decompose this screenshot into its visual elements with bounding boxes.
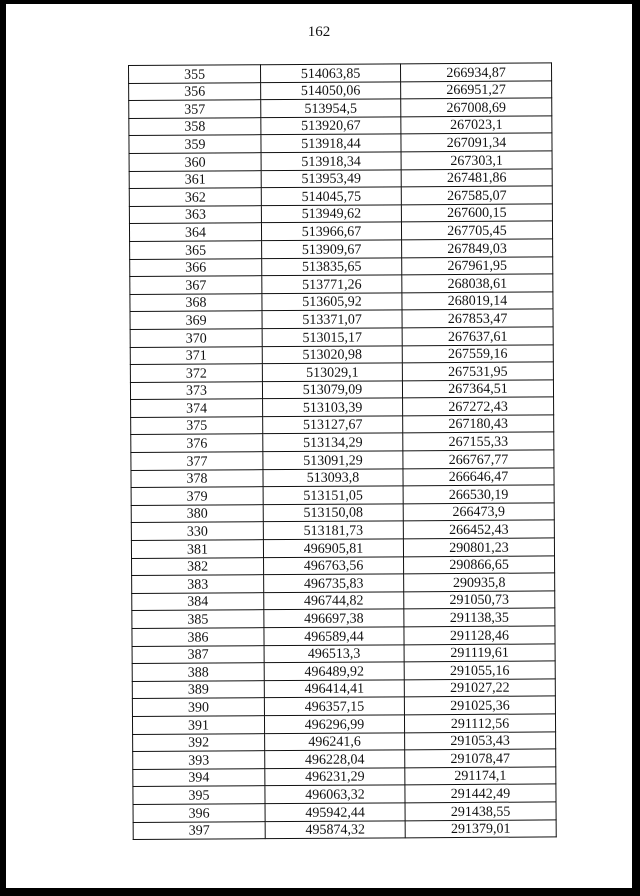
y-coordinate-cell: 266452,43: [403, 520, 554, 539]
y-coordinate-cell: 267155,33: [403, 432, 554, 451]
y-coordinate-cell: 267961,95: [402, 256, 553, 275]
table-row: [132, 573, 555, 593]
table-row: [131, 432, 554, 452]
point-number-cell: 370: [130, 329, 262, 347]
y-coordinate-cell: 266951,27: [401, 81, 552, 100]
x-coordinate-cell: 514050,06: [261, 81, 401, 99]
x-coordinate-cell: 513103,39: [263, 398, 403, 416]
point-number-cell: 387: [132, 645, 264, 663]
x-coordinate-cell: 513015,17: [262, 328, 402, 346]
point-number-cell: 371: [130, 346, 262, 364]
point-number-cell: 368: [130, 293, 262, 311]
x-coordinate-cell: 513371,07: [262, 310, 402, 328]
y-coordinate-cell: 266646,47: [403, 468, 554, 487]
x-coordinate-cell: 496763,56: [264, 556, 404, 574]
x-coordinate-cell: 496513,3: [264, 644, 404, 662]
x-coordinate-cell: 496697,38: [264, 609, 404, 627]
point-number-cell: 364: [129, 223, 261, 241]
point-number-cell: 381: [131, 540, 263, 558]
point-number-cell: 380: [131, 505, 263, 523]
y-coordinate-cell: 267272,43: [403, 397, 554, 416]
table-row: [129, 151, 552, 171]
table-row: [130, 344, 553, 364]
table-row: [133, 749, 556, 769]
y-coordinate-cell: 291050,73: [404, 591, 555, 610]
y-coordinate-cell: 267585,07: [401, 186, 552, 205]
table-row: [131, 538, 554, 558]
y-coordinate-cell: 268038,61: [402, 274, 553, 293]
table-row: [129, 116, 552, 136]
y-coordinate-cell: 290801,23: [403, 538, 554, 557]
table-row: [132, 556, 555, 576]
table-row: [129, 168, 552, 188]
point-number-cell: 362: [129, 188, 261, 206]
x-coordinate-cell: 513127,67: [263, 416, 403, 434]
x-coordinate-cell: 496231,29: [265, 768, 405, 786]
table-row: [130, 274, 553, 294]
y-coordinate-cell: 267853,47: [402, 309, 553, 328]
x-coordinate-cell: 513920,67: [261, 117, 401, 135]
table-row: [132, 643, 555, 663]
y-coordinate-cell: 267559,16: [402, 344, 553, 363]
point-number-cell: 330: [131, 522, 263, 540]
table-row: [130, 292, 553, 312]
x-coordinate-cell: 496489,92: [264, 662, 404, 680]
document-page: [6, 4, 632, 888]
point-number-cell: 356: [129, 82, 261, 100]
table-row: [133, 784, 556, 804]
x-coordinate-cell: 513949,62: [261, 205, 401, 223]
y-coordinate-cell: 268019,14: [402, 292, 553, 311]
table-row: [130, 256, 553, 276]
x-coordinate-cell: 513954,5: [261, 99, 401, 117]
table-row: [132, 696, 555, 716]
table-row: [131, 503, 554, 523]
x-coordinate-cell: 496063,32: [265, 785, 405, 803]
point-number-cell: 397: [133, 821, 265, 839]
point-number-cell: 363: [129, 205, 261, 223]
y-coordinate-cell: 267364,51: [402, 380, 553, 399]
point-number-cell: 378: [131, 469, 263, 487]
x-coordinate-cell: 496357,15: [264, 697, 404, 715]
x-coordinate-cell: 496905,81: [263, 539, 403, 557]
point-number-cell: 374: [131, 399, 263, 417]
coordinates-table: [128, 62, 557, 840]
x-coordinate-cell: 514063,85: [261, 64, 401, 82]
x-coordinate-cell: 513079,09: [262, 381, 402, 399]
y-coordinate-cell: 291442,49: [405, 784, 556, 803]
y-coordinate-cell: 266767,77: [403, 450, 554, 469]
point-number-cell: 376: [131, 434, 263, 452]
x-coordinate-cell: 513134,29: [263, 433, 403, 451]
table-row: [132, 608, 555, 628]
table-row: [133, 731, 556, 751]
table-row: [131, 397, 554, 417]
point-number-cell: 377: [131, 452, 263, 470]
x-coordinate-cell: 496414,41: [264, 680, 404, 698]
point-number-cell: 383: [132, 575, 264, 593]
point-number-cell: 385: [132, 610, 264, 628]
point-number-cell: 361: [129, 170, 261, 188]
point-number-cell: 384: [132, 592, 264, 610]
point-number-cell: 390: [132, 698, 264, 716]
y-coordinate-cell: 290866,65: [404, 556, 555, 575]
point-number-cell: 389: [132, 680, 264, 698]
table-row: [133, 767, 556, 787]
point-number-cell: 379: [131, 487, 263, 505]
point-number-cell: 393: [133, 751, 265, 769]
point-number-cell: 392: [133, 733, 265, 751]
y-coordinate-cell: 291055,16: [404, 661, 555, 680]
table-row: [131, 450, 554, 470]
x-coordinate-cell: 513605,92: [262, 293, 402, 311]
y-coordinate-cell: 290935,8: [404, 573, 555, 592]
point-number-cell: 395: [133, 786, 265, 804]
point-number-cell: 386: [132, 628, 264, 646]
y-coordinate-cell: 266473,9: [403, 503, 554, 522]
y-coordinate-cell: 267303,1: [401, 151, 552, 170]
table-row: [131, 468, 554, 488]
table-row: [132, 679, 555, 699]
y-coordinate-cell: 267023,1: [401, 116, 552, 135]
point-number-cell: 382: [132, 557, 264, 575]
point-number-cell: 355: [129, 65, 261, 83]
x-coordinate-cell: 513918,34: [261, 152, 401, 170]
y-coordinate-cell: 291174,1: [405, 767, 556, 786]
page-number: 162: [307, 24, 331, 40]
x-coordinate-cell: 513966,67: [261, 222, 401, 240]
table-row: [132, 714, 555, 734]
point-number-cell: 366: [130, 258, 262, 276]
point-number-cell: 358: [129, 117, 261, 135]
point-number-cell: 373: [130, 381, 262, 399]
x-coordinate-cell: 496241,6: [265, 732, 405, 750]
table-row: [131, 485, 554, 505]
table-row: [130, 327, 553, 347]
x-coordinate-cell: 513029,1: [262, 363, 402, 381]
y-coordinate-cell: 267008,69: [401, 98, 552, 117]
x-coordinate-cell: 513181,73: [263, 521, 403, 539]
x-coordinate-cell: 513918,44: [261, 134, 401, 152]
x-coordinate-cell: 513953,49: [261, 169, 401, 187]
table-row: [129, 81, 552, 101]
y-coordinate-cell: 291078,47: [405, 749, 556, 768]
x-coordinate-cell: 513020,98: [262, 345, 402, 363]
point-number-cell: 367: [130, 276, 262, 294]
y-coordinate-cell: 267600,15: [401, 204, 552, 223]
y-coordinate-cell: 291138,35: [404, 608, 555, 627]
x-coordinate-cell: 513909,67: [262, 240, 402, 258]
point-number-cell: 357: [129, 100, 261, 118]
y-coordinate-cell: 291379,01: [405, 819, 556, 838]
point-number-cell: 369: [130, 311, 262, 329]
table-row: [129, 133, 552, 153]
table-row: [129, 204, 552, 224]
y-coordinate-cell: 291112,56: [404, 714, 555, 733]
table-row: [129, 186, 552, 206]
table-row: [130, 380, 553, 400]
table-row: [132, 626, 555, 646]
table-row: [130, 239, 553, 259]
table-row: [130, 362, 553, 382]
x-coordinate-cell: 513093,8: [263, 468, 403, 486]
point-number-cell: 391: [132, 716, 264, 734]
table-row: [130, 309, 553, 329]
y-coordinate-cell: 267481,86: [401, 168, 552, 187]
y-coordinate-cell: 266934,87: [400, 63, 551, 82]
x-coordinate-cell: 496589,44: [264, 627, 404, 645]
y-coordinate-cell: 267705,45: [401, 221, 552, 240]
point-number-cell: 359: [129, 135, 261, 153]
point-number-cell: 360: [129, 153, 261, 171]
y-coordinate-cell: 267849,03: [402, 239, 553, 258]
y-coordinate-cell: 267531,95: [402, 362, 553, 381]
y-coordinate-cell: 291438,55: [405, 802, 556, 821]
table-row: [133, 819, 556, 839]
x-coordinate-cell: 513091,29: [263, 451, 403, 469]
x-coordinate-cell: 513771,26: [262, 275, 402, 293]
y-coordinate-cell: 267637,61: [402, 327, 553, 346]
point-number-cell: 394: [133, 768, 265, 786]
table-row: [129, 221, 552, 241]
table-row: [129, 98, 552, 118]
table-row: [131, 520, 554, 540]
x-coordinate-cell: 514045,75: [261, 187, 401, 205]
point-number-cell: 375: [131, 417, 263, 435]
table-row: [132, 591, 555, 611]
x-coordinate-cell: 496735,83: [264, 574, 404, 592]
y-coordinate-cell: 291128,46: [404, 626, 555, 645]
y-coordinate-cell: 266530,19: [403, 485, 554, 504]
x-coordinate-cell: 513150,08: [263, 504, 403, 522]
x-coordinate-cell: 495942,44: [265, 803, 405, 821]
table-row: [129, 63, 552, 83]
x-coordinate-cell: 495874,32: [265, 820, 405, 838]
x-coordinate-cell: 513835,65: [262, 257, 402, 275]
point-number-cell: 396: [133, 804, 265, 822]
table-row: [132, 661, 555, 681]
y-coordinate-cell: 267091,34: [401, 133, 552, 152]
y-coordinate-cell: 267180,43: [403, 415, 554, 434]
x-coordinate-cell: 496228,04: [265, 750, 405, 768]
y-coordinate-cell: 291027,22: [404, 679, 555, 698]
x-coordinate-cell: 496296,99: [264, 715, 404, 733]
y-coordinate-cell: 291119,61: [404, 643, 555, 662]
table-row: [133, 802, 556, 822]
table-row: [131, 415, 554, 435]
point-number-cell: 372: [130, 364, 262, 382]
y-coordinate-cell: 291025,36: [404, 696, 555, 715]
point-number-cell: 388: [132, 663, 264, 681]
x-coordinate-cell: 513151,05: [263, 486, 403, 504]
point-number-cell: 365: [130, 241, 262, 259]
y-coordinate-cell: 291053,43: [405, 731, 556, 750]
x-coordinate-cell: 496744,82: [264, 592, 404, 610]
